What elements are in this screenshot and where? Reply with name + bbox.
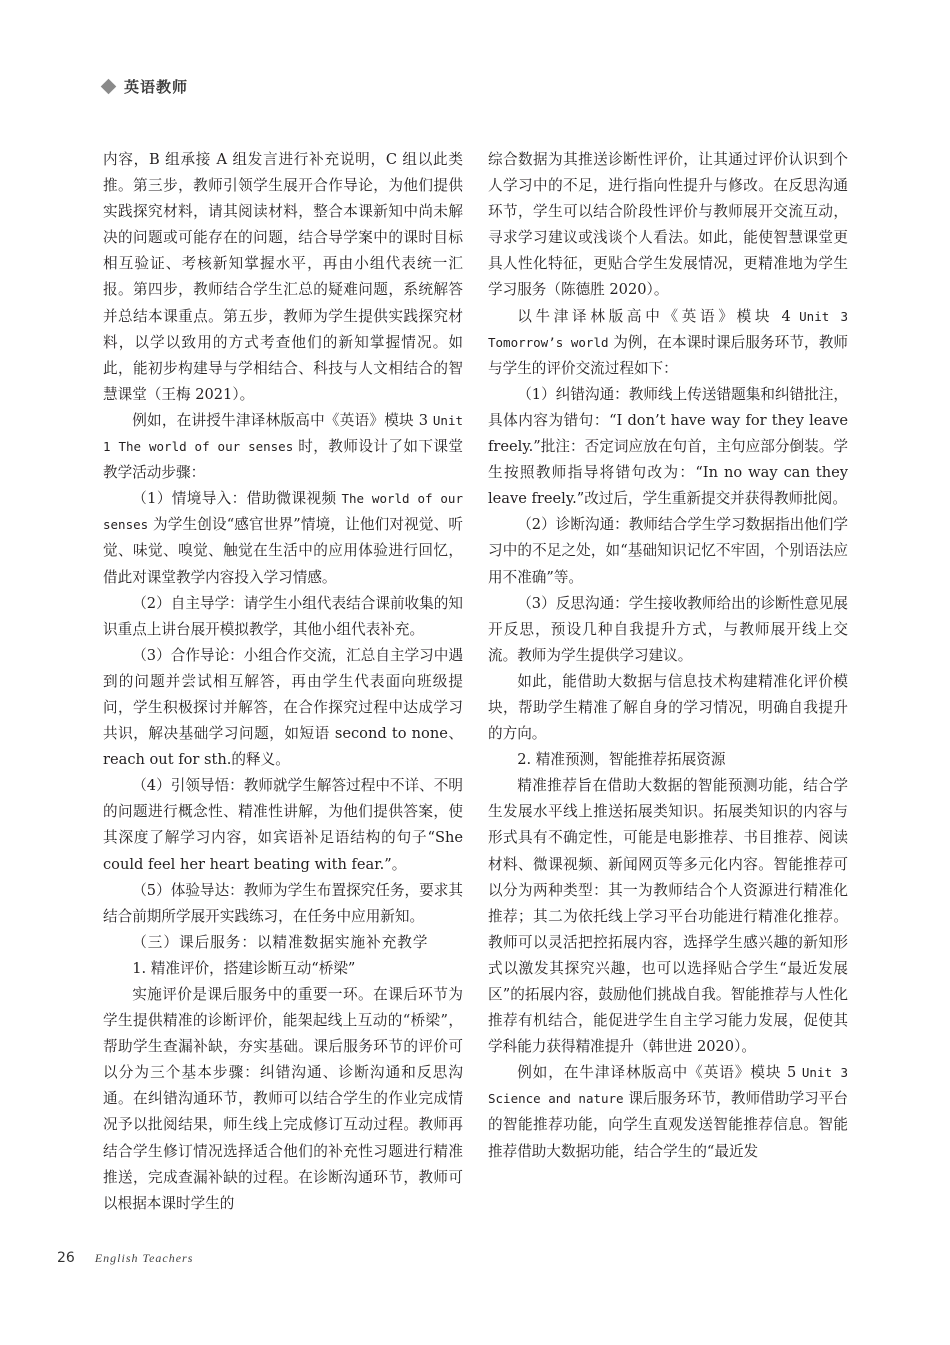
paragraph: 如此，能借助大数据与信息技术构建精准化评价模块，帮助学生精准了解自身的学习情况，明确自我提升的方向。 [488, 672, 848, 743]
paragraph: （2）自主导学：请学生小组代表结合课前收集的知识重点上讲台展开模拟教学，其他小组代表补充。 [103, 594, 463, 638]
paragraph: （3）合作导论：小组合作交流，汇总自主学习中遇到的问题并尝试相互解答，再由学生代表面向班级提问，学生积极探讨并解答，在合作探究过程中达成学习共识，解决基础学习问题，如短语 second to none、reach out for sth.的释义。 [103, 646, 463, 769]
left-column [103, 147, 463, 1217]
subsection-heading: 2. 精准预测，智能推荐拓展资源 [517, 751, 726, 769]
section-heading: （三）课后服务：以精准数据实施补充教学 [132, 933, 429, 951]
paragraph: 例如，在牛津译林版高中《英语》模块 5 Unit 3 Science and nature 课后服务环节，教师借助学习平台的智能推荐功能，向学生直观发送智能推荐信息。智能推荐借助大数据功能，结合学生的“最近发 [488, 1064, 848, 1160]
paragraph: （2）诊断沟通：教师结合学生学习数据指出他们学习中的不足之处，如“基础知识记忆不牢固，个别语法应用不准确”等。 [488, 516, 848, 586]
page-number: 26 [57, 1250, 75, 1266]
paragraph: 例如，在讲授牛津译林版高中《英语》模块 3 Unit 1 The world of our senses 时，教师设计了如下课堂教学活动步骤： [103, 411, 463, 482]
paragraph: （1）纠错沟通：教师线上传送错题集和纠错批注，具体内容为错句：“I don’t have way for they leave freely.”批注：否定词应放在句首，主句应部分倒装。学生按照教师指导将错句改为：“In no way can they leave freely.”改过后，学生重新提交并获得教师批阅。 [488, 385, 848, 508]
diamond-icon [101, 79, 117, 95]
journal-title-cn: 英语教师 [124, 78, 189, 96]
paragraph: 实施评价是课后服务中的重要一环。在课后环节为学生提供精准的诊断评价，能架起线上互动的“桥梁”，帮助学生查漏补缺，夯实基础。课后服务环节的评价可以分为三个基本步骤：纠错沟通、诊断沟通和反思沟通。在纠错沟通环节，教师可以结合学生的作业完成情况予以批阅结果，师生线上完成修订互动过程。教师再结合学生修订情况选择适合他们的补充性习题进行精准推送，完成查漏补缺的过程。在诊断沟通环节，教师可以根据本课时学生的 [103, 986, 463, 1212]
paragraph: 以牛津译林版高中《英语》模块 4 Unit 3 Tomorrow’s world 为例，在本课时课后服务环节，教师与学生的评价交流过程如下： [488, 307, 848, 377]
paragraph: 精准推荐旨在借助大数据的智能预测功能，结合学生发展水平线上推送拓展类知识。拓展类知识的内容与形式具有不确定性，可能是电影推荐、书目推荐、阅读材料、微课视频、新闻网页等多元化内容。智能推荐可以分为两种类型：其一为教师结合个人资源进行精准化推荐；其二为依托线上学习平台功能进行精准化推荐。教师可以灵活把控拓展内容，选择学生感兴趣的新知形式以激发其探究兴趣，也可以选择贴合学生“最近发展区”的拓展内容，鼓励他们挑战自我。智能推荐与人性化推荐有机结合，能促进学生自主学习能力发展，促使其学科能力获得精准提升（韩世进 2020）。 [488, 777, 848, 1056]
paragraph: （5）体验导达：教师为学生布置探究任务，要求其结合前期所学展开实践练习，在任务中应用新知。 [103, 881, 463, 925]
paragraph: （3）反思沟通：学生接收教师给出的诊断性意见展开反思，预设几种自我提升方式，与教师展开线上交流。教师为学生提供学习建议。 [488, 594, 848, 664]
journal-title-en: English Teachers [94, 1251, 194, 1265]
paragraph: （4）引领导悟：教师就学生解答过程中不详、不明的问题进行概念性、精准性讲解，为他们提供答案，使其深度了解学习内容，如宾语补足语结构的句子“She could feel her heart beating with fear.”。 [103, 777, 463, 873]
right-column [488, 147, 848, 1165]
paragraph: （1）情境导入：借助微课视频 The world of our senses 为学生创设“感官世界”情境，让他们对视觉、听觉、味觉、嗅觉、触觉在生活中的应用体验进行回忆，借此对课堂教学内容投入学习情感。 [103, 490, 463, 586]
subsection-heading: 1. 精准评价，搭建诊断互动“桥梁” [132, 959, 356, 977]
running-header [103, 76, 188, 97]
page-footer [57, 1250, 193, 1266]
paragraph: 内容，B 组承接 A 组发言进行补充说明，C 组以此类推。第三步，教师引领学生展开合作导论，为他们提供实践探究材料，请其阅读材料，整合本课新知中尚未解决的问题或可能存在的问题，结合导学案中的课时目标相互验证、考核新知掌握水平，再由小组代表统一汇报。第四步，教师结合学生汇总的疑难问题，系统解答并总结本课重点。第五步，教师为学生提供实践探究材料，以学以致用的方式考查他们的新知掌握情况。如此，能初步构建导与学相结合、科技与人文相结合的智慧课堂（王梅 2021）。 [103, 151, 463, 403]
paragraph: 综合数据为其推送诊断性评价，让其通过评价认识到个人学习中的不足，进行指向性提升与修改。在反思沟通环节，学生可以结合阶段性评价与教师展开交流互动，寻求学习建议或浅谈个人看法。如此，能使智慧课堂更具人性化特征，更贴合学生发展情况，更精准地为学生学习服务（陈德胜 2020）。 [488, 151, 848, 299]
